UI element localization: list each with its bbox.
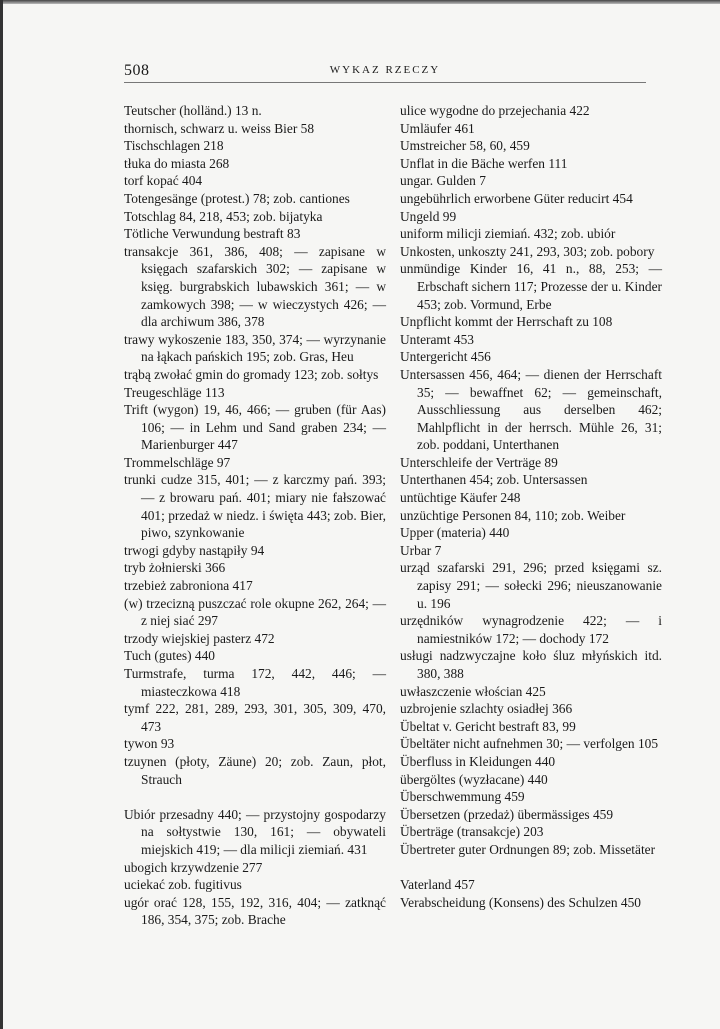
running-title: WYKAZ RZECZY — [329, 64, 441, 76]
index-entry: Überfluss in Kleidungen 440 — [400, 753, 556, 769]
index-entry: Tischschlagen 218 — [124, 138, 224, 154]
index-entry: unmündige Kinder 16, 41 n., 88, 253; — Erbschaft sichern 117; Prozesse der u. Kinder 453; zob. Vormund, Erbe — [400, 261, 662, 312]
index-entry: tymf 222, 281, 289, 293, 301, 305, 309, 470, 473 — [124, 701, 386, 734]
index-entry: Übersetzen (przedaż) übermässiges 459 — [400, 806, 614, 822]
index-entry: Teutscher (holländ.) 13 n. — [124, 103, 262, 118]
index-entry: ulice wygodne do przejechania 422 — [400, 103, 590, 118]
index-entry: trzody wiejskiej pasterz 472 — [124, 630, 275, 646]
index-entry: trawy wykoszenie 183, 350, 374; — wyrzynanie na łąkach pańskich 195; zob. Gras, Heu — [124, 331, 386, 365]
index-entry: Turmstrafe, turma 172, 442, 446; — miasteczkowa 418 — [124, 666, 386, 699]
index-entry: Umstreicher 58, 60, 459 — [400, 138, 530, 154]
index-entry: uniform milicji ziemiań. 432; zob. ubiór — [400, 226, 616, 242]
index-entry: uzbrojenie szlachty osiadłej 366 — [400, 701, 573, 717]
index-entry: urzędników wynagrodzenie 422; — i namiestników 172; — dochody 172 — [400, 613, 662, 646]
index-entry: ugór orać 128, 155, 192, 316, 404; — zatknąć 186, 354, 375; zob. Brache — [124, 894, 386, 928]
index-entry: usługi nadzwyczajne koło śluz młyńskich itd. 380, 388 — [400, 648, 662, 681]
index-entry: thornisch, schwarz u. weiss Bier 58 — [124, 120, 315, 136]
index-entry: Unteramt 453 — [400, 331, 475, 347]
index-column-left — [124, 102, 386, 929]
index-entry: Totengesänge (protest.) 78; zob. cantiones — [124, 190, 350, 206]
index-entry: tywon 93 — [124, 736, 175, 752]
index-entry: Übeltat v. Gericht bestraft 83, 99 — [400, 718, 576, 734]
index-entry: tzuynen (płoty, Zäune) 20; zob. Zaun, płot, Strauch — [124, 753, 386, 787]
index-entry: uciekać zob. fugitivus — [124, 877, 242, 893]
scan-edge-left — [0, 0, 3, 1029]
index-entry: untüchtige Käufer 248 — [400, 490, 521, 506]
index-entry: unzüchtige Personen 84, 110; zob. Weiber — [400, 507, 626, 523]
index-entry: Übertreter guter Ordnungen 89; zob. Missetäter — [400, 841, 656, 857]
index-entry: Überschwemmung 459 — [400, 789, 525, 805]
page-header — [124, 62, 646, 82]
index-entry: Untergericht 456 — [400, 349, 491, 365]
page-number: 508 — [124, 62, 150, 79]
index-entry: Tötliche Verwundung bestraft 83 — [124, 226, 301, 242]
index-entry: Ungeld 99 — [400, 208, 457, 224]
index-entry: trzebież zabroniona 417 — [124, 578, 253, 594]
index-entry: übergöltes (wyzłacane) 440 — [400, 771, 548, 787]
section-gap — [400, 859, 662, 877]
header-rule — [124, 82, 646, 83]
index-entry: Unterschleife der Verträge 89 — [400, 454, 558, 470]
index-entry: trąbą zwołać gmin do gromady 123; zob. sołtys — [124, 366, 379, 382]
index-entry: trunki cudze 315, 401; — z karczmy pań. 393; — z browaru pań. 401; miary nie fałszować 401; przedaż w niedz. i święta 443; zob. Bier, piwo, szynkowanie — [124, 472, 386, 541]
index-entry: trwogi gdyby nastąpiły 94 — [124, 542, 265, 558]
index-entry: Verabscheidung (Konsens) des Schulzen 450 — [400, 894, 641, 910]
section-gap — [124, 788, 386, 806]
index-entry: Unterthanen 454; zob. Untersassen — [400, 472, 588, 488]
scan-edge-top — [0, 0, 720, 4]
index-column-right — [400, 102, 662, 911]
index-entry: Totschlag 84, 218, 453; zob. bijatyka — [124, 208, 323, 224]
index-entry: Upper (materia) 440 — [400, 525, 510, 541]
index-entry: Tuch (gutes) 440 — [124, 648, 216, 664]
index-entry: ungar. Gulden 7 — [400, 173, 486, 189]
index-entry: Überträge (transakcje) 203 — [400, 824, 544, 840]
index-entry: (w) trzecizną puszczać role okupne 262, 264; — z niej siać 297 — [124, 595, 386, 629]
index-entry: urząd szafarski 291, 296; przed księgami sz. zapisy 291; — sołecki 296; nieuszanowanie u. 196 — [400, 560, 662, 611]
index-entry: Unflat in die Bäche werfen 111 — [400, 155, 568, 171]
index-entry: Umläufer 461 — [400, 120, 475, 136]
index-entry: torf kopać 404 — [124, 173, 203, 189]
index-entry: ubogich krzywdzenie 277 — [124, 859, 263, 875]
index-entry: tłuka do miasta 268 — [124, 155, 230, 171]
index-entry: Ubiór przesadny 440; — przystojny gospodarzy na sołtystwie 130, 161; — obywateli miejskich 419; — dla milicji ziemiań. 431 — [124, 806, 386, 857]
index-entry: Unkosten, unkoszty 241, 293, 303; zob. pobory — [400, 243, 655, 259]
index-entry: Trommelschläge 97 — [124, 454, 231, 470]
index-entry: Unpflicht kommt der Herrschaft zu 108 — [400, 314, 613, 330]
index-entry: Trift (wygon) 19, 46, 466; — gruben (für Aas) 106; — in Lehm und Sand graben 234; — Marienburger 447 — [124, 402, 386, 453]
index-entry: Vaterland 457 — [400, 877, 475, 893]
index-entry: Untersassen 456, 464; — dienen der Herrschaft 35; — bewaffnet 62; — gemeinschaft, Ausschliessung aus derselben 462; Mahlpflicht in der herrsch. Mühle 26, 31; zob. poddani, Unterthanen — [400, 366, 662, 453]
index-entry: tryb żołnierski 366 — [124, 560, 226, 576]
index-entry: Übeltäter nicht aufnehmen 30; — verfolgen 105 — [400, 736, 659, 752]
index-entry: ungebührlich erworbene Güter reducirt 454 — [400, 190, 633, 206]
index-entry: uwłaszczenie włościan 425 — [400, 683, 546, 699]
index-entry: Urbar 7 — [400, 542, 442, 558]
index-entry: transakcje 361, 386, 408; — zapisane w księgach szafarskich 302; — zapisane w księg. burgrabskich lubawskich 361; — w zamkowych 398; — w wieczystych 426; — dla archiwum 386, 378 — [124, 243, 386, 330]
index-entry: Treugeschläge 113 — [124, 384, 225, 400]
